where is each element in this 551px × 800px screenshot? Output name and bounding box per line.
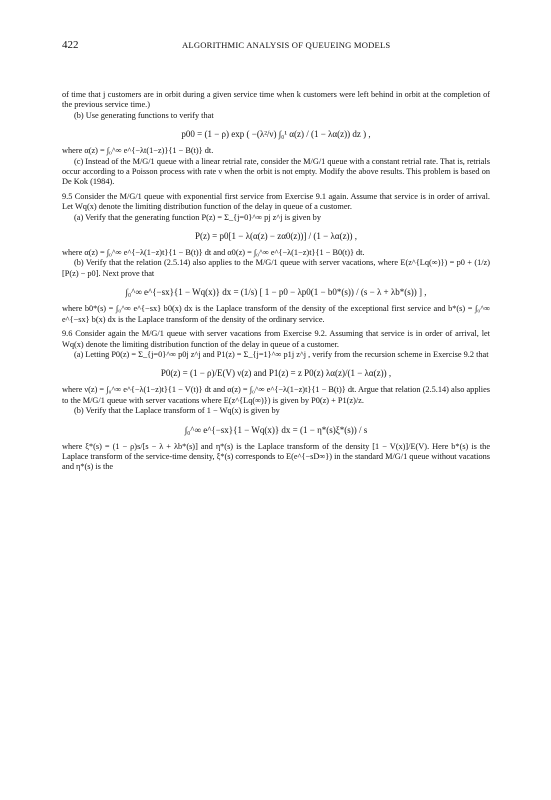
page-number: 422 bbox=[62, 39, 79, 51]
paragraph: where α(z) = ∫₀^∞ e^{−λt(1−z)}{1 − B(t)} dt. bbox=[62, 146, 214, 156]
equation-laplace-1-wq: ∫₀^∞ e^{−sx}{1 − Wq(x)} dx = (1 − η*(s)ξ*(s)) / s bbox=[184, 424, 368, 435]
paragraph: where b0*(s) = ∫₀^∞ e^{−sx} b0(x) dx is the Laplace transform of the density of the exceptional first service and b*(s) = ∫₀^∞ e^{−sx} b(x) dx is the Laplace transform of the density of the ordinary service. bbox=[62, 304, 490, 324]
exercise-9-6: 9.6 Consider again the M/G/1 queue with server vacations from Exercise 9.2. Assuming that service is in order of arrival, let Wq(x) denote the limiting distribution function of the delay in queue of a customer. bbox=[62, 329, 490, 349]
exercise-9-5: 9.5 Consider the M/G/1 queue with exponential first service from Exercise 9.1 again. Assume that service is in order of arrival. Let Wq(x) denote the limiting distribution function of the delay in queue of a customer. bbox=[62, 191, 490, 212]
paragraph: (b) Verify that the Laplace transform of 1 − Wq(x) is given by bbox=[74, 406, 280, 416]
paragraph: where ν(z) = ∫₀^∞ e^{−λ(1−z)t}{1 − V(t)} dt and α(z) = ∫₀^∞ e^{−λ(1−z)t}{1 − B(t)} dt. Argue that relation (2.5.14) also applies to the M/G/1 queue with server vacations where E(z^{Lq(∞)}) is given by P0(z) + P1(z)/z. bbox=[62, 385, 490, 405]
paragraph: (b) Use generating functions to verify that bbox=[74, 110, 214, 120]
equation-laplace-wq: ∫₀^∞ e^{−sx}{1 − Wq(x)} dx = (1/s) [ 1 − p0 − λp0(1 − b0*(s)) / (s − λ + λb*(s)) ] , bbox=[125, 287, 427, 298]
paragraph: (c) Instead of the M/G/1 queue with a linear retrial rate, consider the M/G/1 queue with a constant retrial rate. That is, retrials occur according to a Poisson process with rate ν when the orbit is not empty. Modify the above results. This problem is based on De Kok (1984). bbox=[62, 156, 490, 187]
equation-pz: P(z) = p0[1 − λ(α(z) − zα0(z))] / (1 − λα(z)) , bbox=[194, 231, 358, 242]
paragraph: (a) Letting P0(z) = Σ_{j=0}^∞ p0j z^j and P1(z) = Σ_{j=1}^∞ p1j z^j , verify from the recursion scheme in Exercise 9.2 that bbox=[74, 349, 489, 359]
paragraph: where ξ*(s) = (1 − ρ)s/[s − λ + λb*(s)] and η*(s) is the Laplace transform of the density [1 − V(x)]/E(V). Here b*(s) is the Laplace transform of the service-time density, ξ*(s) corresponds to E(e^{−sD∞}) in the standard M/G/1 queue without vacations and η*(s) is the bbox=[62, 441, 490, 472]
running-title: ALGORITHMIC ANALYSIS OF QUEUEING MODELS bbox=[182, 40, 391, 50]
equation-p0-p1: P0(z) = (1 − ρ)/E(V) ν(z) and P1(z) = z P0(z) λα(z)/(1 − λα(z)) , bbox=[160, 368, 392, 379]
page-body bbox=[62, 90, 490, 473]
paragraph: where α(z) = ∫₀^∞ e^{−λ(1−z)t}{1 − B(t)} dt and α0(z) = ∫₀^∞ e^{−λ(1−z)t}{1 − B0(t)} dt. bbox=[62, 248, 365, 258]
paragraph: of time that j customers are in orbit during a given service time when k customers were left behind in orbit at the completion of the previous service time.) bbox=[62, 90, 490, 110]
paragraph: (a) Verify that the generating function P(z) = Σ_{j=0}^∞ pj z^j is given by bbox=[74, 212, 321, 222]
paragraph: (b) Verify that the relation (2.5.14) also applies to the M/G/1 queue with server vacations, where E(z^{Lq(∞)}) = p0 + (1/z)[P(z) − p0]. Next prove that bbox=[62, 258, 490, 278]
equation-p00: p00 = (1 − ρ) exp ( −(λ²/ν) ∫₀¹ α(z) / (1 − λα(z)) dz ) , bbox=[181, 129, 371, 140]
